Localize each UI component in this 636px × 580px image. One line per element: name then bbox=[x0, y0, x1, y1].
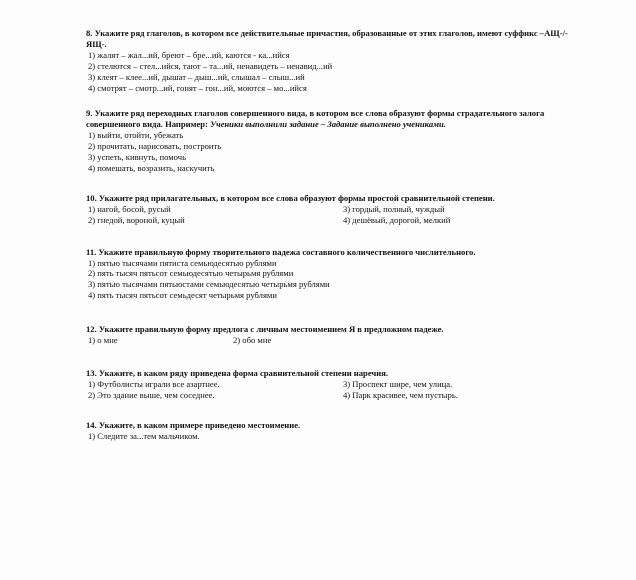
question-9-option-4: 4) помешать, возразить, наскучить bbox=[88, 162, 215, 173]
question-9-option-3: 3) успеть, кивнуть, помочь bbox=[88, 152, 186, 163]
question-9 bbox=[86, 108, 588, 173]
question-13-option-2: 2) Это здание выше, чем соседнее. bbox=[88, 389, 215, 400]
question-12-title: 12. Укажите правильную форму предлога с личным местоимением Я в предложном падеже. bbox=[86, 324, 444, 335]
question-10-options bbox=[86, 204, 588, 226]
question-9-title bbox=[86, 108, 588, 130]
question-8-title: 8. Укажите ряд глаголов, в котором все действительные причастия, образованные от этих глаголов, имеют суффикс –АЩ-/-ЯЩ-. bbox=[86, 28, 568, 49]
question-9-example: Ученики выполнили задание – Задание выполнено учениками. bbox=[210, 119, 446, 130]
question-13-title: 13. Укажите, в каком ряду приведена форма сравнительной степени наречия. bbox=[86, 367, 389, 378]
question-14 bbox=[86, 420, 588, 442]
question-8 bbox=[86, 28, 588, 93]
question-12-option-1: 1) о мне bbox=[88, 335, 118, 346]
question-10-title: 10. Укажите ряд прилагательных, в котором все слова образуют формы простой сравнительной степени. bbox=[86, 192, 495, 203]
question-8-option-2: 2) стелются – стел...ийся, тают – та...ий, ненавидеть – ненавид...ий bbox=[88, 60, 333, 71]
question-13 bbox=[86, 368, 588, 401]
question-8-option-4: 4) смотрят – смотр...ий, гонят – гон...ий, моются – мо...ийся bbox=[88, 82, 307, 93]
question-13-option-3: 3) Проспект шире, чем улица. bbox=[343, 378, 453, 389]
question-11-title: 11. Укажите правильную форму творительного падежа составного количественного числительного. bbox=[86, 246, 476, 257]
question-8-option-3: 3) клеят – клее...ий, дышат – дыш...ий, слышал – слыш...ий bbox=[88, 71, 305, 82]
question-10-option-2: 2) гнедой, вороной, куцый bbox=[88, 214, 185, 225]
question-11-option-3: 3) пятью тысячами пятьюстами семьюдесятью четырьмя рублями bbox=[88, 279, 330, 290]
question-9-option-1: 1) выйти, отойти, убежать bbox=[88, 130, 184, 141]
question-10 bbox=[86, 193, 588, 226]
question-9-option-2: 2) прочитать, нарисовать, построить bbox=[88, 141, 222, 152]
question-13-options bbox=[86, 379, 588, 401]
question-12-options bbox=[86, 335, 588, 346]
question-13-option-1: 1) Футболисты играли все азартнее. bbox=[88, 378, 220, 389]
question-13-option-4: 4) Парк красивее, чем пустырь. bbox=[343, 389, 458, 400]
question-9-title-text: 9. Укажите ряд переходных глаголов совершенного вида, в котором все слова образуют формы страдательного залога совершенного вида. Например: bbox=[86, 108, 545, 130]
question-14-option-1: 1) Следите за...тем мальчиком. bbox=[88, 430, 200, 441]
question-8-option-1: 1) жалят – жал...ий, бреют – бре...ий, каются - ка...ийся bbox=[88, 49, 290, 60]
question-10-option-4: 4) дешёвый, дорогой, мелкий bbox=[343, 214, 451, 225]
question-11-option-4: 4) пять тысяч пятьсот семьдесят четырьмя рублями bbox=[88, 290, 277, 301]
question-12 bbox=[86, 324, 588, 346]
question-14-title: 14. Укажите, в каком примере приведено местоимение. bbox=[86, 419, 301, 430]
question-11-option-1: 1) пятью тысячами пятиста семьюдесятью рублями bbox=[88, 257, 277, 268]
question-12-option-2: 2) обо мне bbox=[233, 335, 272, 346]
question-10-option-3: 3) гордый, полный, чуждый bbox=[343, 203, 445, 214]
question-10-option-1: 1) нагой, босой, русый bbox=[88, 203, 171, 214]
question-11-option-2: 2) пять тысяч пятьсот семьюдесятью четырьмя рублями bbox=[88, 268, 294, 279]
question-11 bbox=[86, 247, 588, 302]
